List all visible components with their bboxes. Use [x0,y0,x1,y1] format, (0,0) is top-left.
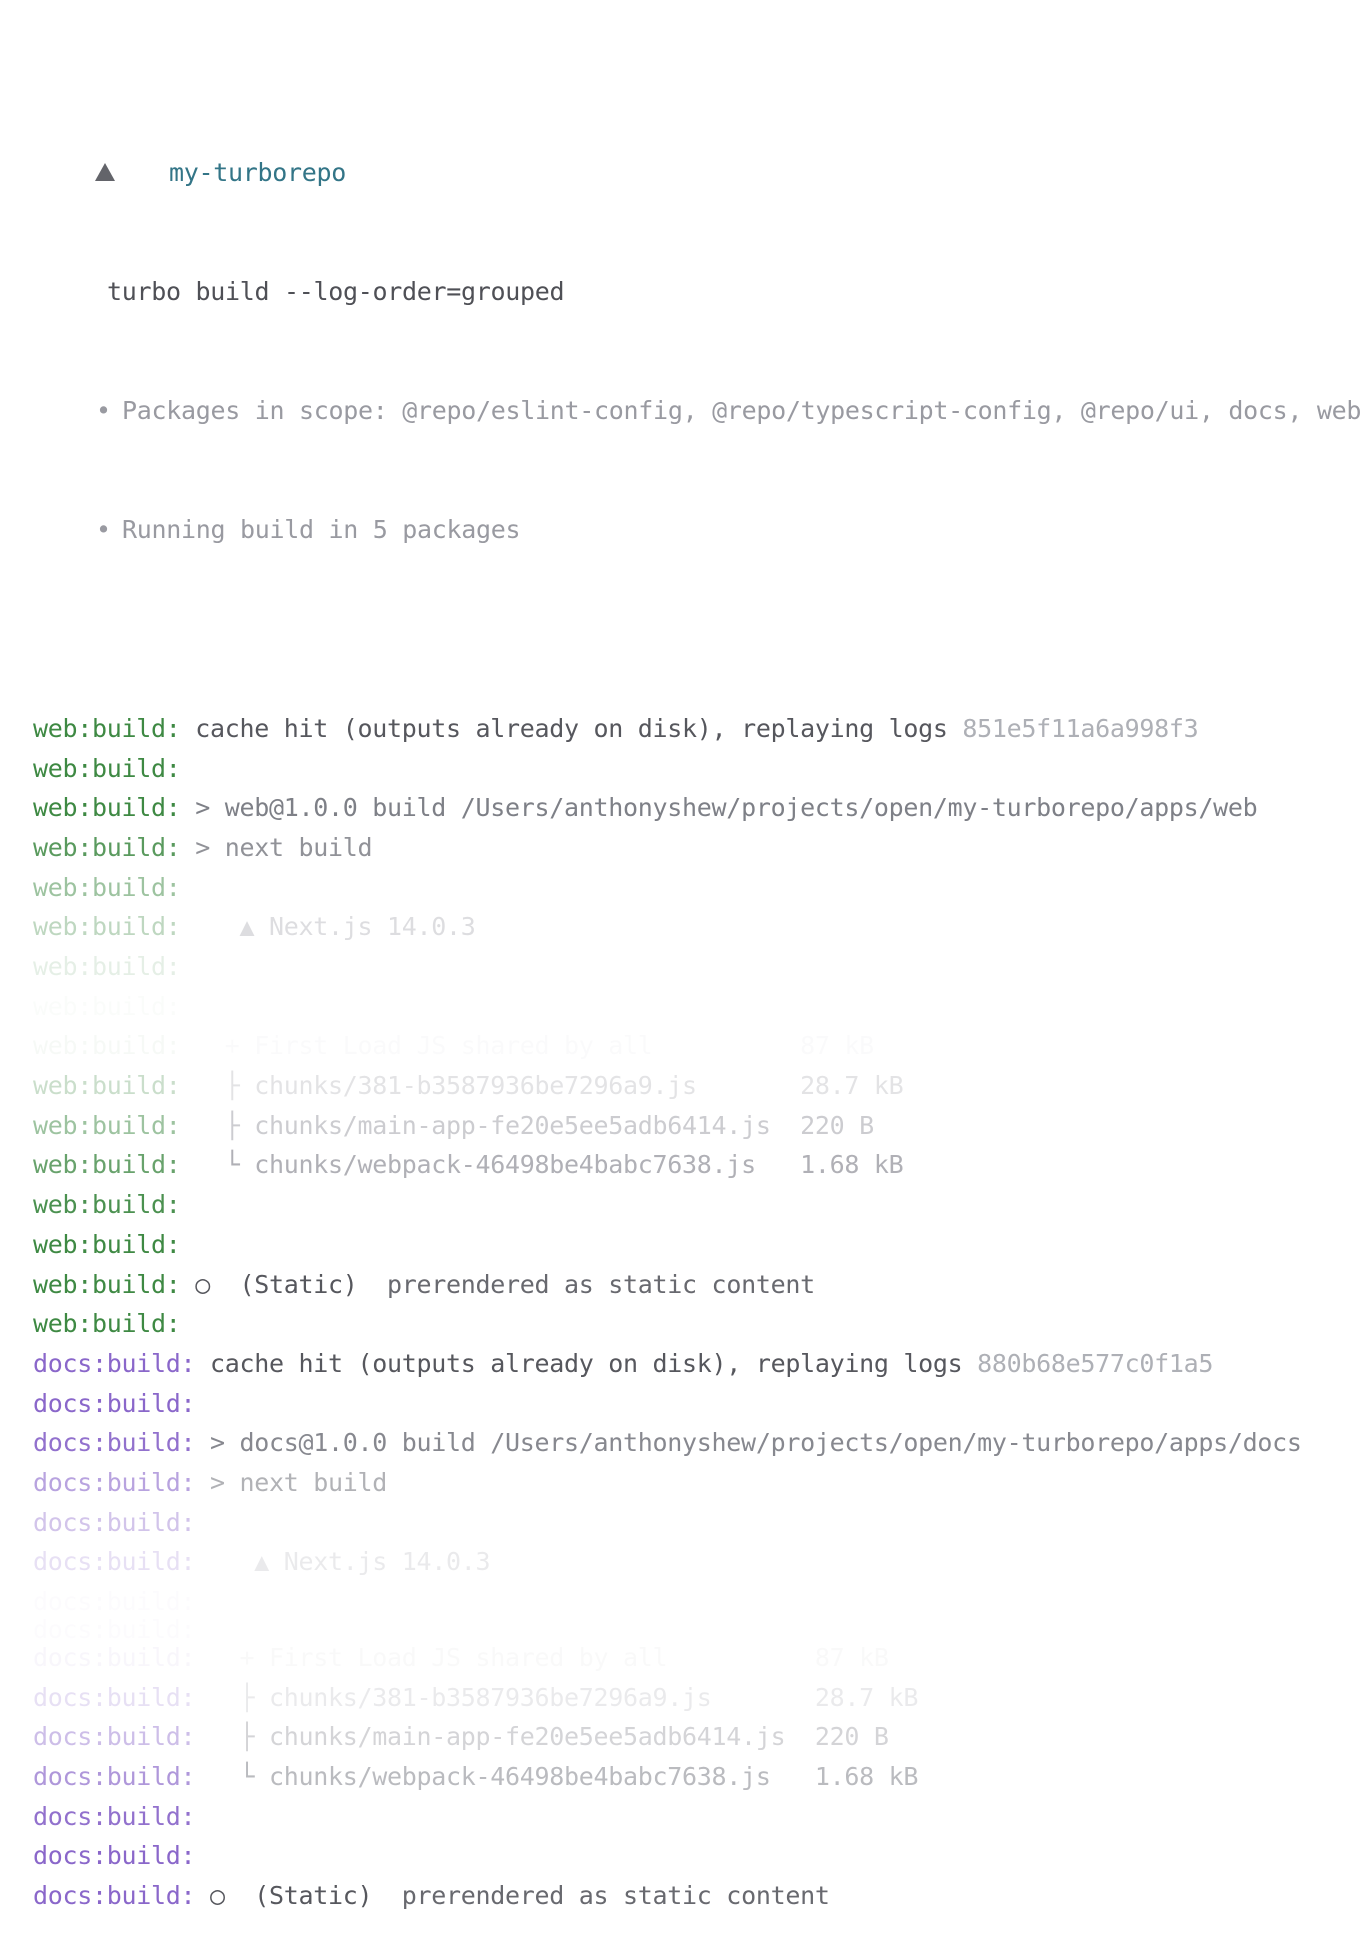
task-prefix: web:build: [33,952,196,981]
task-prefix: web:build: [33,1150,196,1180]
log-line [33,828,1364,868]
task-prefix: docs:build: [33,1801,211,1831]
task-prefix: web:build: [33,912,196,942]
task-prefix: web:build: [33,793,196,823]
bullet-icon: • [96,396,111,426]
log-line [33,1106,1364,1146]
task-prefix: docs:build: [33,1428,211,1458]
log-line [33,947,1364,987]
repo-name: my-turborepo [169,158,347,188]
task-prefix: docs:build: [33,1547,211,1577]
log-text: ├ chunks/381-b3587936be7296a9.js 28.7 kB [195,1071,904,1101]
task-prefix: docs:build: [33,1348,211,1378]
cache-hash: 880b68e577c0f1a5 [977,1348,1214,1378]
log-text [195,1031,874,1060]
log-line [33,1265,1364,1305]
command-text: turbo build --log-order=grouped [107,277,565,307]
log-text: ▲ Next.js 14.0.3 [210,1547,491,1577]
log-line [33,709,1364,749]
log-line [33,1876,1364,1916]
log-line [33,1304,1364,1344]
note-text: Running build in 5 packages [122,515,521,545]
task-prefix: web:build: [33,872,196,902]
log-line [33,868,1364,908]
log-text: prerendered as static content [372,1881,830,1911]
task-prefix [33,1031,195,1060]
log-text: ├ chunks/381-b3587936be7296a9.js 28.7 kB [210,1682,919,1712]
note-running-build [33,471,1364,545]
task-prefix: web:build: [33,1269,196,1299]
log-line [33,1797,1364,1837]
task-prefix: web:build: [33,1071,196,1101]
bullet-icon: • [96,515,111,545]
task-prefix: docs:build: [33,1643,211,1672]
log-line [33,1423,1364,1463]
log-line [33,1503,1364,1543]
log-line [33,1836,1364,1876]
task-prefix: docs:build: [33,1722,211,1752]
log-text: └ chunks/webpack-46498be4babc7638.js 1.68 kB [195,1150,904,1180]
log-text: ○ (Static) [195,1269,358,1299]
note-text: Packages in scope: @repo/eslint-config, @repo/typescript-config, @repo/ui, docs, web [122,396,1362,426]
log-line [33,1145,1364,1185]
task-prefix: docs:build: [33,1388,211,1418]
log-line [33,907,1364,947]
note-packages-in-scope [33,352,1364,426]
log-line [33,1463,1364,1503]
task-prefix: web:build: [33,1190,196,1220]
task-prefix: docs:build: [33,1507,211,1537]
task-prefix: docs:build: [33,1762,211,1792]
task-prefix: docs:build: [33,1841,211,1871]
log-text: > web@1.0.0 build /Users/anthonyshew/projects/open/my-turborepo/apps/web [195,793,1258,823]
task-prefix: web:build: [33,1110,196,1140]
task-prefix: web:build: [33,832,196,862]
log-line [33,1678,1364,1718]
log-text: └ chunks/webpack-46498be4babc7638.js 1.68 kB [210,1762,919,1792]
log-line [33,1582,1364,1610]
command-line [33,233,1364,307]
log-line [33,749,1364,789]
vercel-triangle-icon [95,163,115,181]
log-text: + First Load JS shared by all 87 kB [210,1643,889,1672]
log-line [33,788,1364,828]
log-line [33,1026,1364,1066]
log-line [33,1638,1364,1678]
log-text: ├ chunks/main-app-fe20e5ee5adb6414.js 220 B [195,1110,874,1140]
task-prefix: web:build: [33,1309,196,1339]
task-prefix: web:build: [33,1229,196,1259]
log-line [33,987,1364,1027]
log-text: ├ chunks/main-app-fe20e5ee5adb6414.js 220 B [210,1722,889,1752]
log-lines [33,709,1364,1916]
log-text: > next build [210,1467,388,1497]
log-text: ▲ Next.js 14.0.3 [195,912,476,942]
log-line [33,1717,1364,1757]
log-text: ○ (Static) [210,1881,373,1911]
log-line [33,1344,1364,1384]
cache-hash: 851e5f11a6a998f3 [962,713,1199,743]
log-text: > docs@1.0.0 build /Users/anthonyshew/projects/open/my-turborepo/apps/docs [210,1428,1302,1458]
task-prefix: docs:build: [33,1467,211,1497]
log-text: cache hit (outputs already on disk), replaying logs [210,1348,978,1378]
task-prefix [33,992,195,1021]
blank-line [33,590,1364,630]
log-text: > next build [195,832,373,862]
task-prefix: docs:build: [33,1881,211,1911]
task-prefix: web:build: [33,713,196,743]
log-line [33,1610,1364,1638]
log-line [33,1384,1364,1424]
log-line [33,1542,1364,1582]
log-text: prerendered as static content [357,1269,815,1299]
log-text: cache hit (outputs already on disk), replaying logs [195,713,963,743]
log-line [33,1225,1364,1265]
log-line [33,1066,1364,1106]
terminal-header [33,113,1364,188]
log-line [33,1757,1364,1797]
task-prefix: docs:build: [33,1682,211,1712]
log-line [33,1185,1364,1225]
task-prefix: web:build: [33,753,196,783]
